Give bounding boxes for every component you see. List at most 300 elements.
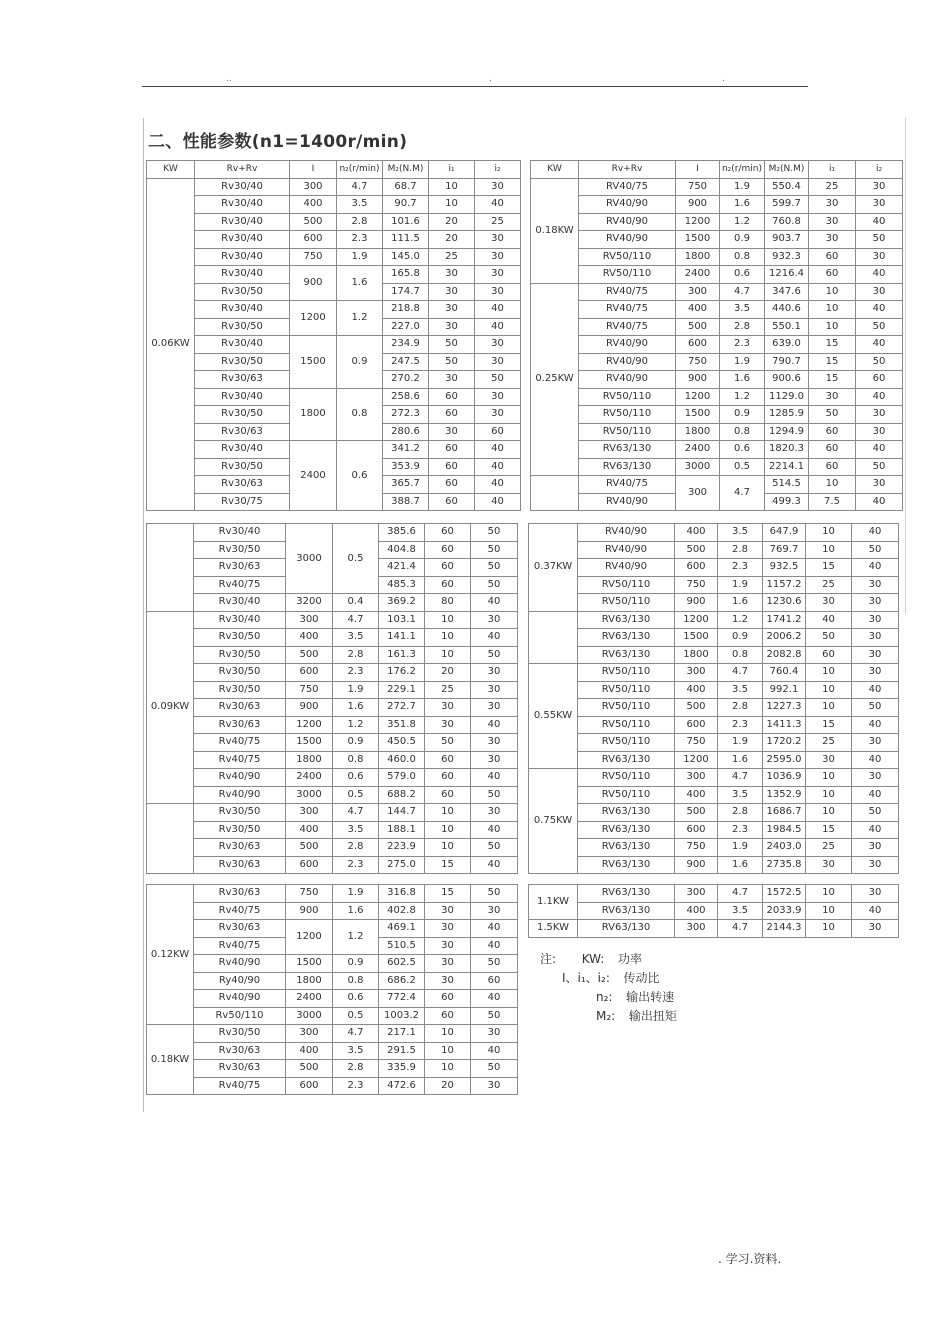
torque-cell: 161.3 [379,646,425,664]
torque-cell: 2403.0 [763,839,806,857]
speed-cell: 1.2 [337,301,383,336]
torque-cell: 227.0 [383,318,429,336]
i2-cell: 40 [852,786,899,804]
i2-cell: 30 [475,248,521,266]
ratio-cell: 900 [286,699,333,717]
table-row [147,248,521,266]
model-cell: Rv30/63 [195,371,290,389]
i1-cell: 20 [425,664,471,682]
params-table-left-1 [146,160,521,511]
model-cell: Rv30/40 [195,388,290,406]
model-cell: Rv40/75 [194,576,286,594]
model-cell: RV50/110 [579,406,676,424]
ratio-cell: 1500 [290,336,337,389]
i2-cell: 30 [856,196,903,214]
model-cell: Rv30/40 [195,441,290,459]
note-desc: 输出扭矩 [628,1009,677,1023]
torque-cell: 347.6 [765,283,809,301]
torque-cell: 188.1 [379,821,425,839]
params-table-right-3 [528,884,899,938]
i2-cell: 50 [471,559,518,577]
ratio-cell: 900 [676,371,720,389]
torque-cell: 1820.3 [765,441,809,459]
i2-cell: 50 [471,839,518,857]
model-cell: RV40/75 [579,318,676,336]
speed-cell: 4.7 [720,283,765,301]
table-row [531,458,903,476]
i1-cell: 30 [425,955,471,973]
torque-cell: 353.9 [383,458,429,476]
model-cell: RV50/110 [579,248,676,266]
speed-cell: 1.9 [718,839,763,857]
params-table-right-2 [528,523,899,874]
kw-cell [147,804,194,874]
ratio-cell: 1200 [676,213,720,231]
i1-cell: 25 [425,681,471,699]
speed-cell: 1.2 [720,388,765,406]
i1-cell: 30 [809,388,856,406]
torque-cell: 280.6 [383,423,429,441]
ratio-cell: 1800 [676,423,720,441]
torque-cell: 176.2 [379,664,425,682]
ratio-cell: 300 [286,611,333,629]
i2-cell: 30 [852,734,899,752]
torque-cell: 510.5 [379,937,425,955]
note-row-kw [540,950,677,969]
i2-cell: 40 [475,458,521,476]
i1-cell: 30 [425,972,471,990]
i2-cell: 30 [475,266,521,284]
speed-cell: 0.6 [337,441,383,511]
ratio-cell: 750 [290,248,337,266]
ratio-cell: 400 [675,786,718,804]
i1-cell: 10 [806,804,852,822]
table-row [529,821,899,839]
ratio-cell: 300 [675,885,718,903]
speed-cell: 0.6 [333,769,379,787]
ratio-cell: 750 [675,839,718,857]
table-row [529,594,899,612]
i1-cell: 25 [806,734,852,752]
model-cell: Rv30/50 [195,458,290,476]
model-cell: Rv30/50 [195,406,290,424]
speed-cell: 0.5 [333,1007,379,1025]
torque-cell: 223.9 [379,839,425,857]
i2-cell: 40 [852,681,899,699]
i1-cell: 10 [806,769,852,787]
i2-cell: 30 [475,336,521,354]
column-header: n₂(r/min) [337,161,383,179]
torque-cell: 141.1 [379,629,425,647]
i2-cell: 40 [852,821,899,839]
i2-cell: 60 [471,972,518,990]
speed-cell: 4.7 [718,769,763,787]
table-row [529,559,899,577]
speed-cell: 1.6 [333,902,379,920]
model-cell: Rv30/50 [195,283,290,301]
model-cell: RV50/110 [578,769,675,787]
ratio-cell: 750 [286,885,333,903]
model-cell: Rv30/40 [195,178,290,196]
model-cell: RV50/110 [578,681,675,699]
ratio-cell: 3000 [286,786,333,804]
torque-cell: 1285.9 [765,406,809,424]
torque-cell: 229.1 [379,681,425,699]
i2-cell: 40 [475,476,521,494]
i1-cell: 10 [806,664,852,682]
kw-cell: 0.55KW [529,664,578,769]
torque-cell: 440.6 [765,301,809,319]
column-header: n₂(r/min) [720,161,765,179]
model-cell: Rv40/75 [194,751,286,769]
speed-cell: 4.7 [718,885,763,903]
note-row-speed [540,988,677,1007]
i1-cell: 60 [809,266,856,284]
speed-cell: 3.5 [333,821,379,839]
note-term: I、i₁、i₂: [562,971,610,985]
i1-cell: 10 [425,611,471,629]
i1-cell: 50 [425,734,471,752]
kw-cell: 1.5KW [529,920,578,938]
speed-cell: 0.8 [718,646,763,664]
model-cell: Rv30/40 [195,301,290,319]
speed-cell: 0.6 [333,990,379,1008]
torque-cell: 1741.2 [763,611,806,629]
torque-cell: 550.1 [765,318,809,336]
i2-cell: 40 [475,301,521,319]
model-cell: RV40/75 [579,283,676,301]
table-row [529,524,899,542]
model-cell: Rv40/75 [194,937,286,955]
note-row-torque [540,1007,677,1026]
speed-cell: 2.8 [718,804,763,822]
speed-cell: 2.8 [333,1060,379,1078]
ratio-cell: 300 [675,920,718,938]
table-row [147,196,521,214]
i2-cell: 30 [475,178,521,196]
i1-cell: 40 [806,611,852,629]
i1-cell: 10 [806,902,852,920]
table-row [531,353,903,371]
i1-cell: 10 [809,301,856,319]
i1-cell: 60 [809,458,856,476]
table-row [531,388,903,406]
i1-cell: 50 [429,353,475,371]
model-cell: Rv30/50 [194,681,286,699]
torque-cell: 2033.9 [763,902,806,920]
header-dot: . [489,74,492,84]
model-cell: RV40/90 [579,371,676,389]
kw-cell [147,524,194,612]
i1-cell: 15 [806,559,852,577]
i2-cell: 30 [471,681,518,699]
page-footer: . 学习.资料. [718,1252,782,1266]
torque-cell: 1686.7 [763,804,806,822]
ratio-cell: 900 [286,902,333,920]
model-cell: RV50/110 [579,266,676,284]
model-cell: Rv30/75 [195,493,290,511]
ratio-cell: 500 [675,699,718,717]
model-cell: Rv30/63 [194,559,286,577]
i2-cell: 50 [471,576,518,594]
speed-cell: 0.9 [337,336,383,389]
i2-cell: 50 [471,646,518,664]
model-cell: Rv30/50 [194,821,286,839]
i2-cell: 30 [852,839,899,857]
ratio-cell: 300 [290,178,337,196]
i2-cell: 40 [471,629,518,647]
ratio-cell: 1200 [286,716,333,734]
torque-cell: 270.2 [383,371,429,389]
table-row [147,1077,518,1095]
i2-cell: 30 [471,804,518,822]
speed-cell: 4.7 [333,804,379,822]
i2-cell: 30 [471,751,518,769]
torque-cell: 68.7 [383,178,429,196]
i2-cell: 30 [471,734,518,752]
i2-cell: 40 [471,769,518,787]
model-cell: Rv30/50 [194,664,286,682]
i2-cell: 30 [856,423,903,441]
speed-cell: 0.9 [720,231,765,249]
i2-cell: 60 [856,371,903,389]
i1-cell: 10 [806,786,852,804]
ratio-cell: 600 [286,664,333,682]
ratio-cell: 400 [286,1042,333,1060]
ratio-cell: 750 [675,734,718,752]
ratio-cell: 2400 [286,990,333,1008]
i2-cell: 30 [856,283,903,301]
i1-cell: 60 [425,541,471,559]
torque-cell: 275.0 [379,856,425,874]
torque-cell: 485.3 [379,576,425,594]
model-cell: RV40/90 [579,213,676,231]
torque-cell: 2082.8 [763,646,806,664]
ratio-cell: 300 [676,283,720,301]
torque-cell: 1129.0 [765,388,809,406]
model-cell: RV40/90 [578,541,675,559]
ratio-cell: 900 [676,196,720,214]
i2-cell: 40 [852,716,899,734]
ratio-cell: 2400 [676,441,720,459]
torque-cell: 760.4 [763,664,806,682]
model-cell: Rv30/63 [195,423,290,441]
speed-cell: 4.7 [718,920,763,938]
header-dot: . [722,74,725,84]
table-row [531,196,903,214]
model-cell: RV63/130 [578,885,675,903]
model-cell: RV50/110 [578,734,675,752]
torque-cell: 174.7 [383,283,429,301]
model-cell: RV50/110 [578,664,675,682]
torque-cell: 760.8 [765,213,809,231]
ratio-cell: 2400 [286,769,333,787]
table-row [531,213,903,231]
ratio-cell: 500 [675,541,718,559]
ratio-cell: 400 [676,301,720,319]
table-row [531,371,903,389]
i2-cell: 40 [856,213,903,231]
ratio-cell: 500 [676,318,720,336]
model-cell: Rv40/75 [194,734,286,752]
i2-cell: 40 [471,990,518,1008]
ratio-cell: 750 [286,681,333,699]
params-table-left-2 [146,523,518,874]
i1-cell: 10 [809,318,856,336]
ratio-cell: 600 [675,559,718,577]
i2-cell: 50 [856,231,903,249]
speed-cell: 1.2 [333,920,379,955]
speed-cell: 2.3 [333,856,379,874]
table-row [147,213,521,231]
speed-cell: 0.5 [333,524,379,594]
model-cell: Rv30/63 [194,699,286,717]
torque-cell: 111.5 [383,231,429,249]
i2-cell: 40 [471,1042,518,1060]
i1-cell: 60 [425,559,471,577]
table-row [531,231,903,249]
i2-cell: 30 [852,885,899,903]
i1-cell: 10 [429,178,475,196]
i1-cell: 60 [425,786,471,804]
i1-cell: 30 [425,716,471,734]
model-cell: RV40/75 [579,178,676,196]
table-row [147,1060,518,1078]
ratio-cell: 750 [676,178,720,196]
i1-cell: 60 [425,990,471,1008]
torque-cell: 1230.6 [763,594,806,612]
i2-cell: 30 [471,699,518,717]
column-header: M₂(N.M) [383,161,429,179]
table-row [529,611,899,629]
model-cell: Rv30/63 [194,920,286,938]
table-row [147,388,521,406]
speed-cell: 1.9 [718,576,763,594]
torque-cell: 450.5 [379,734,425,752]
speed-cell: 2.3 [718,716,763,734]
table-row [531,283,903,301]
speed-cell: 3.5 [718,902,763,920]
torque-cell: 639.0 [765,336,809,354]
i1-cell: 10 [806,541,852,559]
table-row [529,681,899,699]
i1-cell: 30 [429,318,475,336]
table-row [147,1042,518,1060]
i1-cell: 25 [806,576,852,594]
i1-cell: 25 [429,248,475,266]
i2-cell: 50 [471,541,518,559]
i2-cell: 50 [852,699,899,717]
i2-cell: 30 [856,178,903,196]
ratio-cell: 750 [676,353,720,371]
torque-cell: 2144.3 [763,920,806,938]
i2-cell: 60 [475,423,521,441]
i1-cell: 60 [425,576,471,594]
speed-cell: 3.5 [720,301,765,319]
ratio-cell: 1200 [676,388,720,406]
torque-cell: 599.7 [765,196,809,214]
speed-cell: 3.5 [333,629,379,647]
i2-cell: 40 [471,937,518,955]
speed-cell: 1.6 [718,751,763,769]
i2-cell: 50 [856,458,903,476]
ratio-cell: 1200 [290,301,337,336]
i1-cell: 10 [425,1060,471,1078]
torque-cell: 1572.5 [763,885,806,903]
table-row [531,336,903,354]
model-cell: RV63/130 [578,611,675,629]
ratio-cell: 750 [675,576,718,594]
table-row [531,318,903,336]
table-row [531,248,903,266]
params-table-left-3 [146,884,518,1095]
table-row [529,629,899,647]
ratio-cell: 1800 [286,751,333,769]
model-cell: Rv30/40 [195,336,290,354]
torque-cell: 1720.2 [763,734,806,752]
ratio-cell: 3000 [286,524,333,594]
i2-cell: 40 [471,594,518,612]
table-row [147,734,518,752]
table-row [147,972,518,990]
speed-cell: 3.5 [718,786,763,804]
i1-cell: 7.5 [809,493,856,511]
params-table-right-1 [530,160,903,511]
i2-cell: 50 [852,541,899,559]
ratio-cell: 600 [286,856,333,874]
model-cell: RV40/90 [579,231,676,249]
model-cell: Rv30/63 [195,476,290,494]
speed-cell: 0.5 [333,786,379,804]
model-cell: Rv40/75 [194,902,286,920]
speed-cell: 0.6 [720,441,765,459]
table-row [147,594,518,612]
i1-cell: 30 [429,266,475,284]
i2-cell: 25 [475,213,521,231]
column-header: Rv+Rv [195,161,290,179]
column-header: I [676,161,720,179]
i1-cell: 10 [806,524,852,542]
table-row [147,664,518,682]
column-header: i₂ [475,161,521,179]
ratio-cell: 500 [286,839,333,857]
speed-cell: 0.9 [333,734,379,752]
ratio-cell: 900 [675,594,718,612]
i1-cell: 10 [425,839,471,857]
table-row [147,856,518,874]
speed-cell: 1.9 [720,353,765,371]
torque-cell: 341.2 [383,441,429,459]
i2-cell: 30 [852,629,899,647]
table-row [147,1007,518,1025]
i2-cell: 40 [475,196,521,214]
table-row [147,716,518,734]
torque-cell: 2595.0 [763,751,806,769]
table-row [147,1025,518,1043]
i2-cell: 50 [856,318,903,336]
model-cell: RV40/90 [578,524,675,542]
note-term: n₂: [596,990,613,1004]
speed-cell: 1.2 [333,716,379,734]
speed-cell: 1.6 [333,699,379,717]
note-desc: 功率 [618,952,643,966]
i1-cell: 10 [806,920,852,938]
torque-cell: 2006.2 [763,629,806,647]
i1-cell: 60 [429,406,475,424]
i2-cell: 30 [852,856,899,874]
speed-cell: 1.6 [337,266,383,301]
torque-cell: 769.7 [763,541,806,559]
